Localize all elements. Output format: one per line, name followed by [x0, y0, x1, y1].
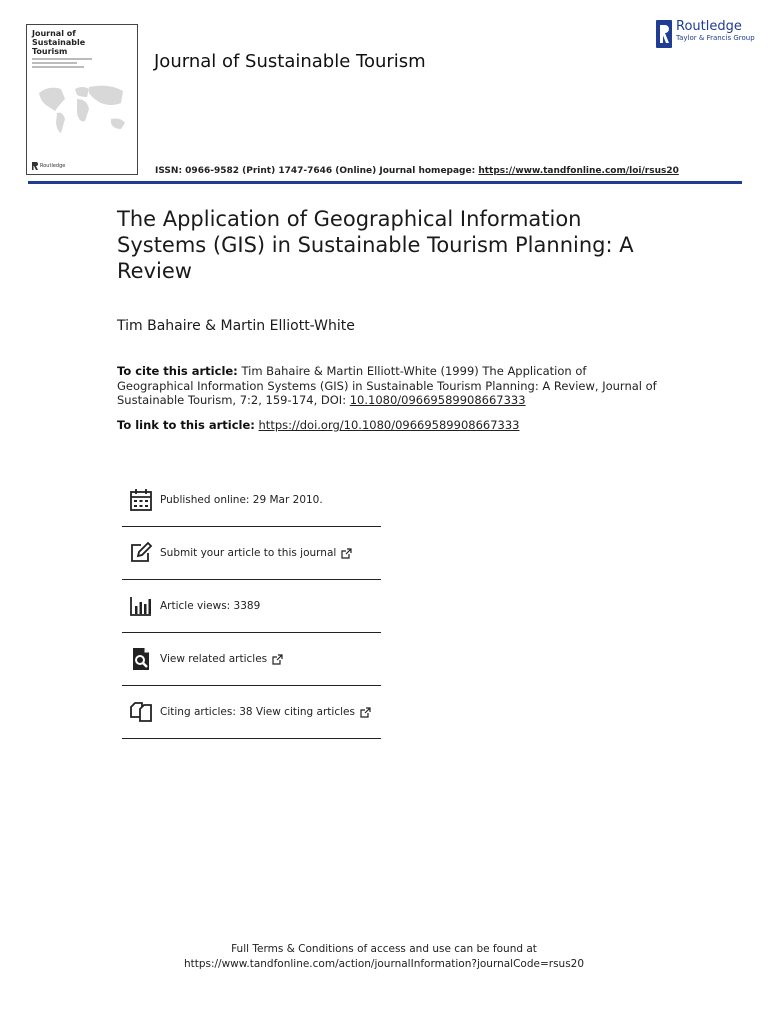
journal-cover — [26, 24, 138, 175]
journal-name: Journal of Sustainable Tourism — [154, 51, 426, 72]
document-search-icon — [126, 644, 156, 674]
article-authors: Tim Bahaire & Martin Elliott-White — [117, 318, 355, 334]
article-doi-link[interactable]: https://doi.org/10.1080/09669589908667333 — [258, 418, 520, 432]
related-articles-row[interactable] — [122, 633, 381, 686]
bar-chart-icon — [126, 591, 156, 621]
external-link-icon — [341, 548, 352, 559]
cover-publisher-logo — [32, 162, 65, 170]
external-link-icon — [272, 654, 283, 665]
journal-homepage-link[interactable]: https://www.tandfonline.com/loi/rsus20 — [478, 166, 679, 176]
cite-label: To cite this article: — [117, 364, 238, 378]
citing-articles-row[interactable] — [122, 686, 381, 739]
submit-article-label: Submit your article to this journal — [160, 547, 337, 559]
related-articles-label: View related articles — [160, 653, 268, 665]
world-map-image — [31, 81, 131, 141]
published-date: Published online: 29 Mar 2010. — [160, 494, 323, 506]
citing-articles-label: Citing articles: 38 View citing articles — [160, 706, 355, 718]
published-row — [122, 474, 381, 527]
footer-terms-text: Full Terms & Conditions of access and use can be found at — [231, 943, 537, 955]
cover-details — [32, 58, 102, 70]
cite-doi-link[interactable]: 10.1080/09669589908667333 — [349, 393, 526, 407]
footer — [0, 942, 768, 972]
copy-documents-icon — [126, 697, 156, 727]
article-views-row — [122, 580, 381, 633]
external-link-icon — [360, 707, 371, 718]
cover-logo-text: Routledge — [40, 163, 66, 169]
issn-line — [155, 166, 679, 176]
article-link-line — [117, 418, 519, 432]
header-divider — [28, 181, 742, 184]
cover-title: Journal of Sustainable Tourism — [32, 29, 86, 56]
article-views: Article views: 3389 — [160, 600, 261, 612]
submit-article-row[interactable] — [122, 527, 381, 580]
edit-icon — [126, 538, 156, 568]
citation-block — [117, 364, 657, 408]
routledge-r-icon — [32, 162, 38, 170]
link-label: To link to this article: — [117, 418, 255, 432]
footer-terms-link[interactable]: https://www.tandfonline.com/action/journalInformation?journalCode=rsus20 — [183, 958, 585, 970]
publisher-name: Routledge — [676, 19, 742, 34]
article-title: The Application of Geographical Information Systems (GIS) in Sustainable Tourism Planning: A Review — [117, 207, 634, 283]
article-info-list — [122, 474, 381, 739]
issn-text: ISSN: 0966-9582 (Print) 1747-7646 (Online) Journal homepage: — [155, 166, 476, 176]
calendar-icon — [126, 485, 156, 515]
publisher-logo[interactable] — [656, 20, 755, 48]
cite-text: Tim Bahaire & Martin Elliott-White (1999) The Application of Geographical Information Systems (GIS) in Sustainable Tourism Planning: A Review, Journal of Sustainable Tourism, 7:2, 159-174, DOI: — [117, 364, 657, 407]
routledge-logo-icon — [656, 20, 672, 48]
publisher-subtitle: Taylor & Francis Group — [676, 34, 755, 42]
